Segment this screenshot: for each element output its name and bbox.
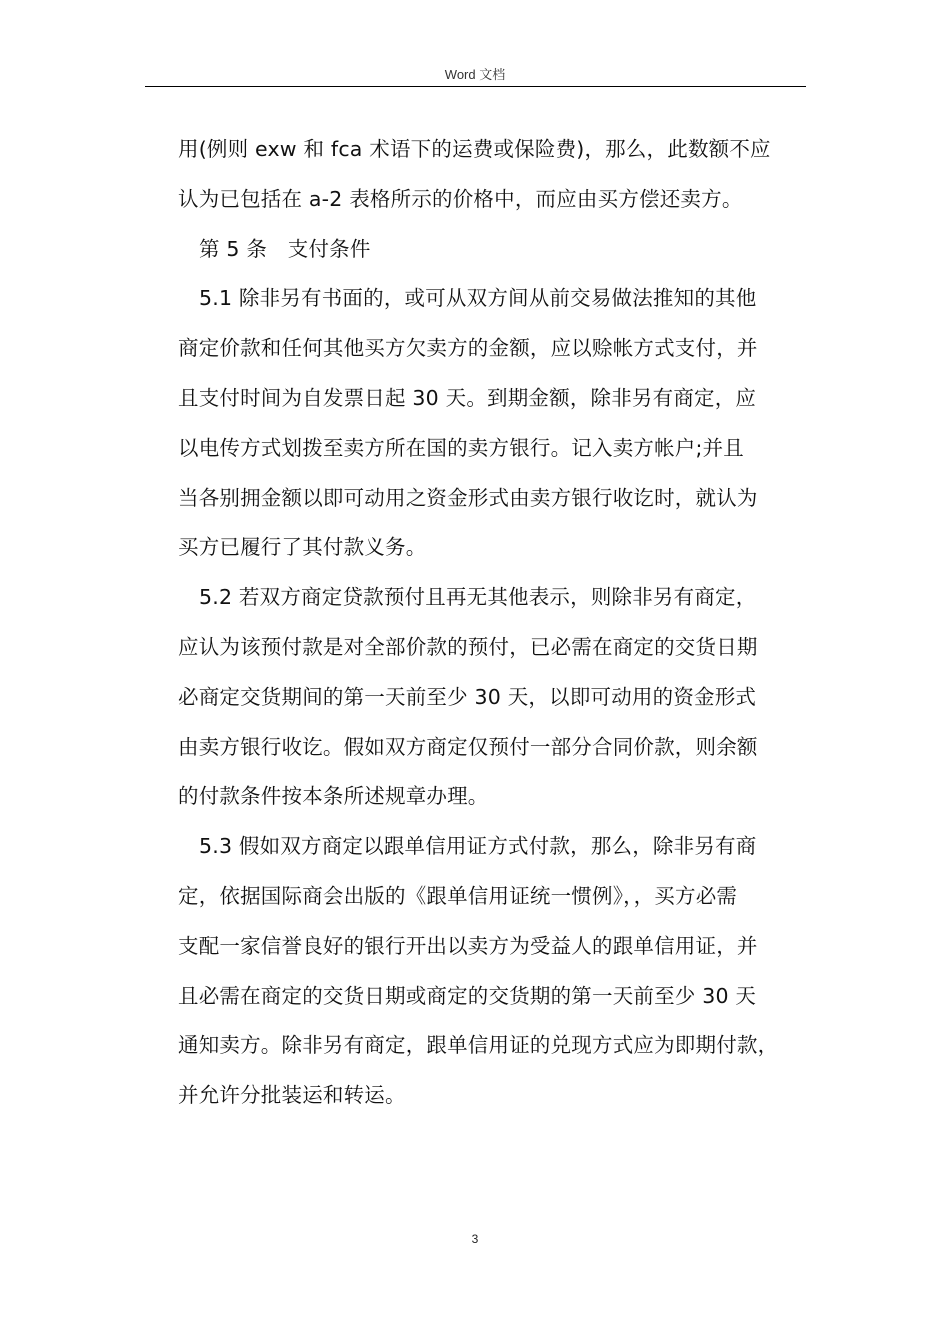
body-line: 并允许分批装运和转运。 [178,1083,406,1108]
body-line: 必商定交货期间的第一天前至少 30 天，以即可动用的资金形式 [178,684,757,709]
body-line: 支配一家信誉良好的银行开出以卖方为受益人的跟单信用证，并 [178,933,758,958]
body-line: 的付款条件按本条所述规章办理。 [178,784,489,809]
body-line: 由卖方银行收讫。假如双方商定仅预付一部分合同价款，则余额 [178,734,758,759]
body-line: 5.3 假如双方商定以跟单信用证方式付款，那么，除非另有商 [199,834,757,859]
body-line: 以电传方式划拨至卖方所在国的卖方银行。记入卖方帐户;并且 [178,435,745,460]
body-line: 且支付时间为自发票日起 30 天。到期金额，除非另有商定，应 [178,385,757,410]
body-line: 应认为该预付款是对全部价款的预付，已必需在商定的交货日期 [178,634,758,659]
section-heading: 第 5 条 支付条件 [199,236,371,261]
body-line: 商定价款和任何其他买方欠卖方的金额，应以赊帐方式支付，并 [178,336,758,361]
page-number: 3 [471,1232,479,1246]
body-line: 且必需在商定的交货日期或商定的交货期的第一天前至少 30 天 [178,983,757,1008]
body-line: 通知卖方。除非另有商定，跟单信用证的兑现方式应为即期付款， [178,1033,779,1058]
body-line: 5.1 除非另有书面的，或可从双方间从前交易做法推知的其他 [199,286,757,311]
body-line: 5.2 若双方商定贷款预付且再无其他表示，则除非另有商定， [199,585,757,610]
body-line: 认为已包括在 a-2 表格所示的价格中，而应由买方偿还卖方。 [178,186,743,211]
body-line: 用(例则 exw 和 fca 术语下的运费或保险费)，那么，此数额不应 [178,137,771,161]
body-line: 定，依据国际商会出版的《跟单信用证统一惯例》，，买方必需 [178,883,738,908]
document-body [178,131,818,1127]
page-header-title: Word 文档 [444,67,506,82]
body-line: 买方已履行了其付款义务。 [178,535,427,560]
body-line: 当各别拥金额以即可动用之资金形式由卖方银行收讫时，就认为 [178,485,758,510]
header-divider [145,86,806,87]
